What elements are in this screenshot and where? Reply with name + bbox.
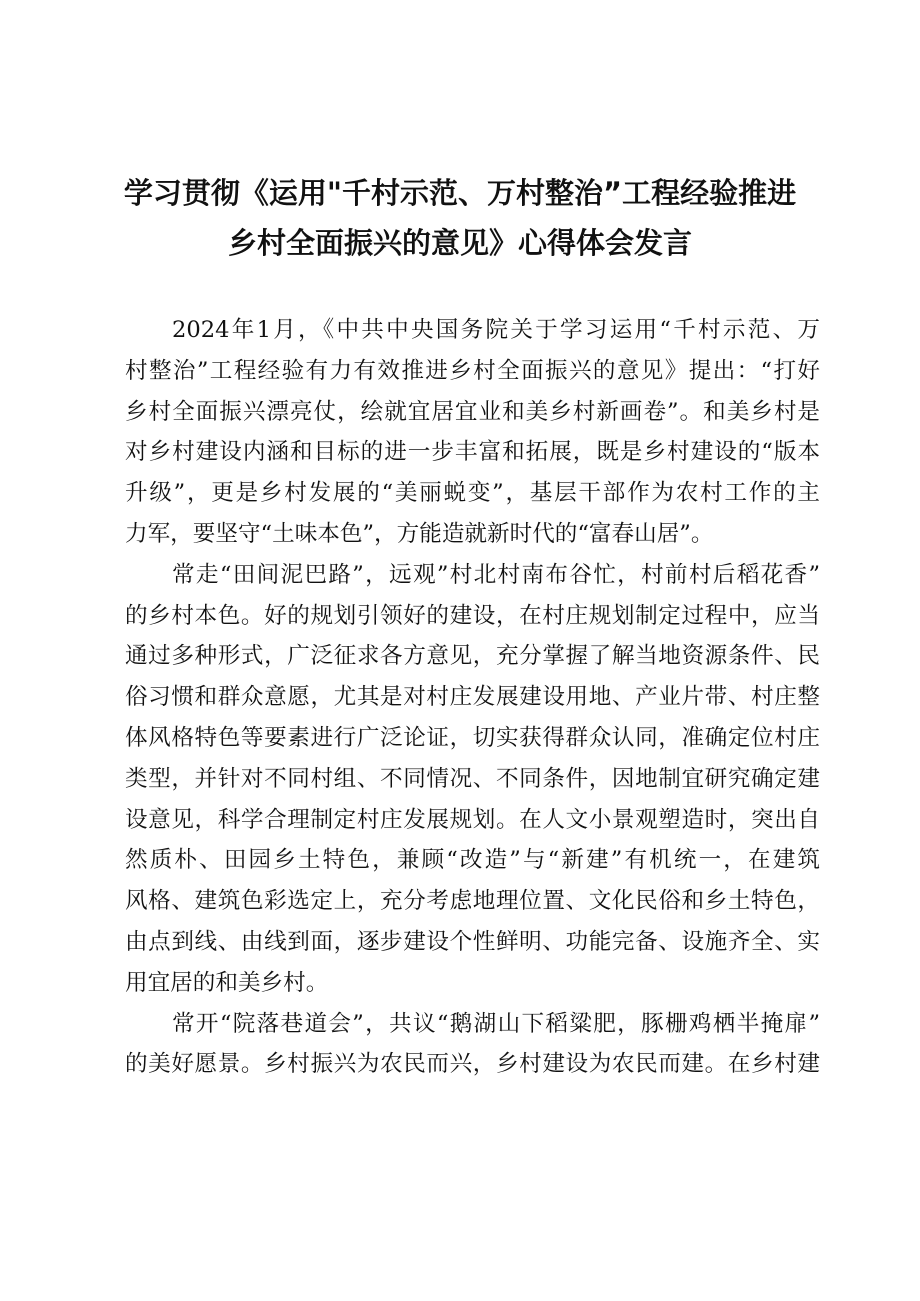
paragraph-line: 乡村全面振兴漂亮仗，绘就宜居宜业和美乡村新画卷”。和美乡村是 [125, 398, 820, 425]
paragraph-line: 由点到线、由线到面，逐步建设个性鲜明、功能完备、设施齐全、实 [125, 928, 820, 955]
paragraph-line: 对乡村建设内涵和目标的进一步丰富和拓展，既是乡村建设的“版本 [125, 439, 820, 466]
paragraph-line: 风格、建筑色彩选定上，充分考虑地理位置、文化民俗和乡土特色， [125, 888, 820, 915]
paragraph-line: 力军，要坚守“土味本色”，方能造就新时代的“富春山居”。 [125, 520, 714, 547]
paragraph [125, 1004, 820, 1086]
paragraph-line: 村整治”工程经验有力有效推进乡村全面振兴的意见》提出：“打好 [125, 357, 820, 384]
paragraph-line: 设意见，科学合理制定村庄发展规划。在人文小景观塑造时，突出自 [125, 806, 820, 833]
paragraph [125, 310, 820, 555]
paragraph-line: 常开“院落巷道会”，共议“鹅湖山下稻粱肥，豚栅鸡栖半掩扉” [172, 1010, 820, 1037]
paragraph-line: 的乡村本色。好的规划引领好的建设，在村庄规划制定过程中，应当 [125, 602, 820, 629]
paragraph-line: 用宜居的和美乡村。 [125, 969, 329, 996]
paragraph-line: 通过多种形式，广泛征求各方意见，充分掌握了解当地资源条件、民 [125, 643, 820, 670]
document-title [0, 168, 920, 268]
paragraph-line: 的美好愿景。乡村振兴为农民而兴，乡村建设为农民而建。在乡村建 [125, 1051, 820, 1078]
title-line: 乡村全面振兴的意见》心得体会发言 [227, 226, 692, 260]
paragraph-line: 然质朴、田园乡土特色，兼顾“改造”与“新建”有机统一，在建筑 [125, 847, 820, 874]
document-body [125, 310, 820, 1085]
paragraph-line: 升级”，更是乡村发展的“美丽蜕变”，基层干部作为农村工作的主 [125, 480, 820, 507]
paragraph-line: 2024年1月，《中共中央国务院关于学习运用“千村示范、万 [172, 317, 820, 343]
paragraph-line: 体风格特色等要素进行广泛论证，切实获得群众认同，准确定位村庄 [125, 724, 820, 751]
paragraph-line: 类型，并针对不同村组、不同情况、不同条件，因地制宜研究确定建 [125, 765, 820, 792]
paragraph [125, 555, 820, 1004]
paragraph-line: 常走“田间泥巴路”，远观”村北村南布谷忙，村前村后稻花香” [172, 561, 820, 588]
paragraph-line: 俗习惯和群众意愿，尤其是对村庄发展建设用地、产业片带、村庄整 [125, 684, 820, 711]
title-line: 学习贯彻《运用"千村示范、万村整治”工程经验推进 [123, 176, 797, 210]
